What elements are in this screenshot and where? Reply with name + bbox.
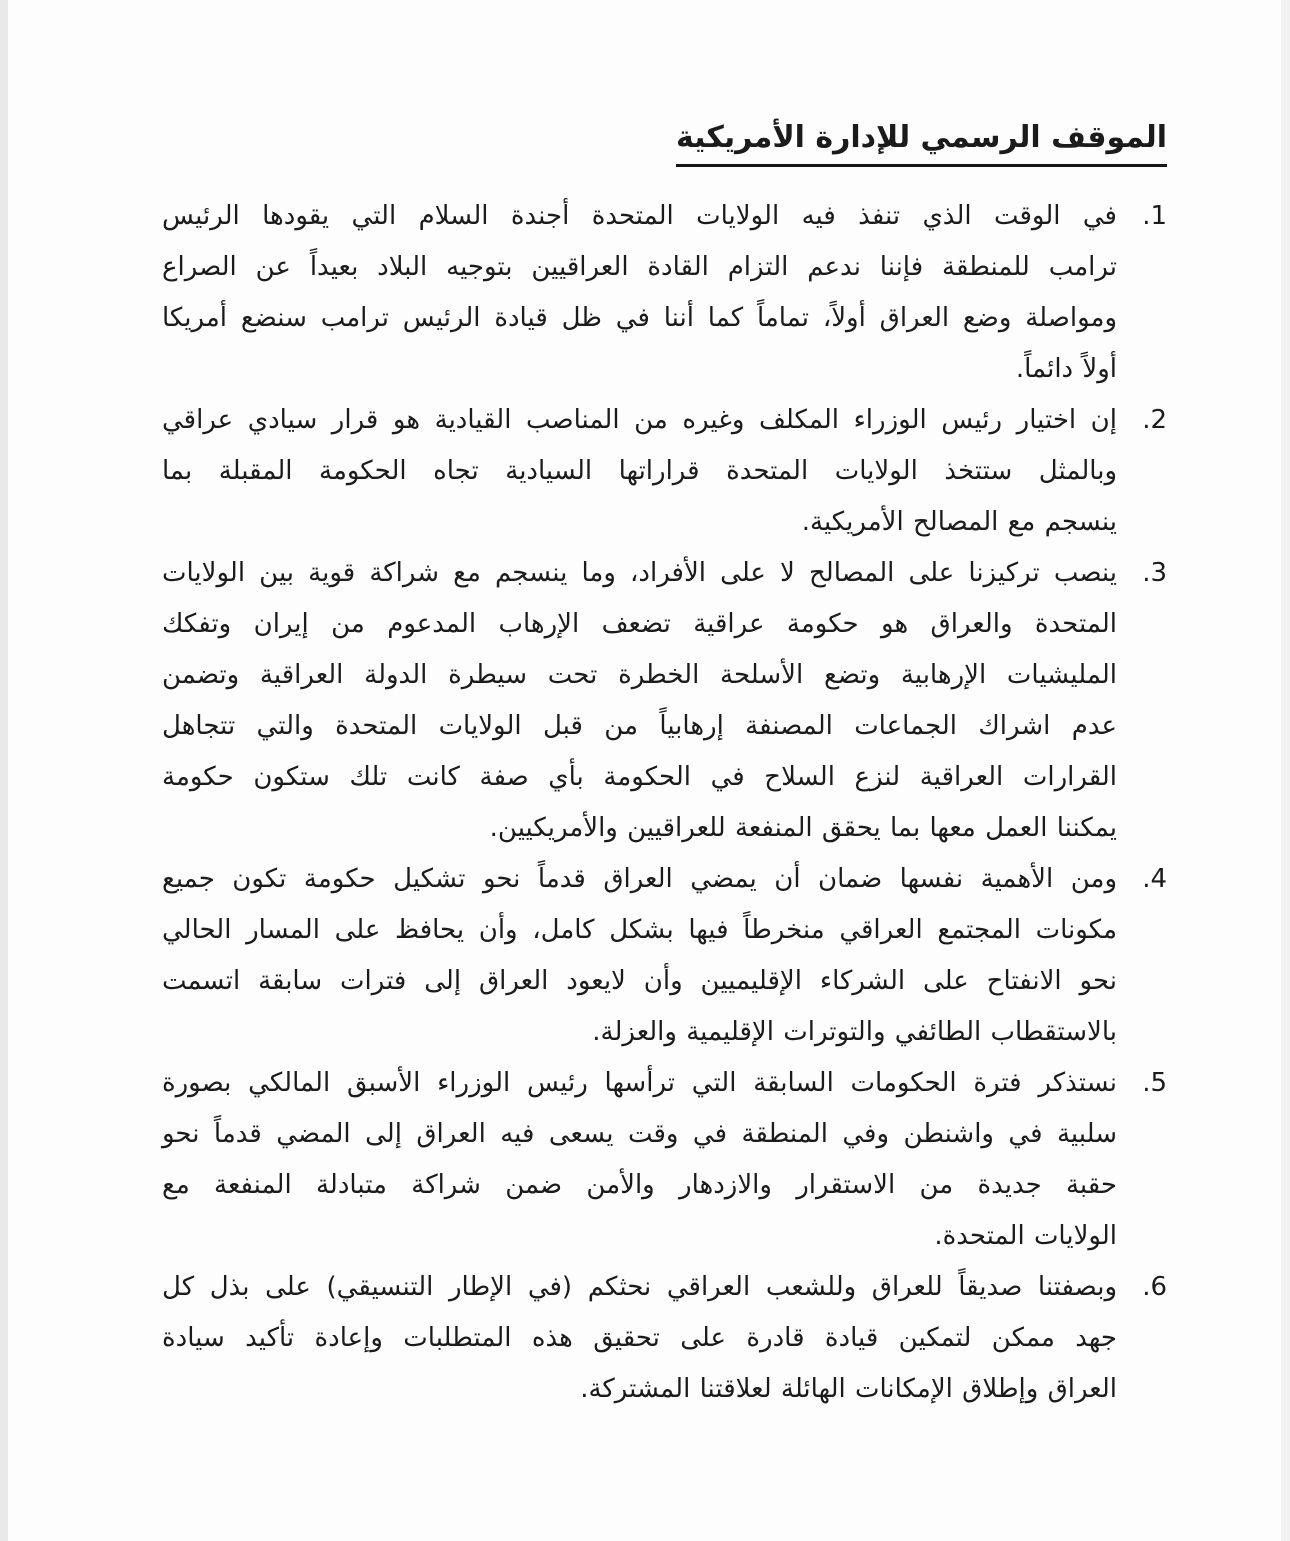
item-text-block xyxy=(162,548,1117,854)
text-line: مكونات المجتمع العراقي منخرطاً فيها بشكل كامل، وأن يحافظ على المسار الحالي xyxy=(162,914,1117,945)
item-text-block xyxy=(162,191,1117,395)
text-line: وبالمثل ستتخذ الولايات المتحدة قراراتها السيادية تجاه الحكومة المقبلة بما xyxy=(162,455,1117,486)
text-line: القرارات العراقية لنزع السلاح في الحكومة بأي صفة كانت تلك ستكون حكومة xyxy=(162,761,1117,792)
item-number: 6. xyxy=(1142,1271,1167,1302)
list-item xyxy=(162,191,1167,395)
page-right-edge-shadow xyxy=(1281,0,1290,1541)
text-line: عدم اشراك الجماعات المصنفة إرهابياً من قبل الولايات المتحدة والتي تتجاهل xyxy=(162,710,1117,741)
text-line: ومن الأهمية نفسها ضمان أن يمضي العراق قدماً نحو تشكيل حكومة تكون جميع xyxy=(162,863,1117,894)
text-line: ترامب للمنطقة فإننا ندعم التزام القادة العراقيين بتوجيه البلاد بعيداً عن الصراع xyxy=(162,251,1117,282)
text-line: أولاً دائماً. xyxy=(1015,353,1117,384)
title-row xyxy=(162,116,1167,167)
item-text-block xyxy=(162,1058,1117,1262)
text-line: ينصب تركيزنا على المصالح لا على الأفراد، وما ينسجم مع شراكة قوية بين الولايات xyxy=(162,557,1117,588)
page-left-edge-shadow xyxy=(0,0,8,1541)
item-number: 4. xyxy=(1142,863,1167,894)
text-line: جهد ممكن لتمكين قيادة قادرة على تحقيق هذه المتطلبات وإعادة تأكيد سيادة xyxy=(162,1322,1117,1353)
list-item xyxy=(162,1058,1167,1262)
list-item xyxy=(162,395,1167,548)
text-line: ينسجم مع المصالح الأمريكية. xyxy=(801,506,1117,537)
text-line: المليشيات الإرهابية وتضع الأسلحة الخطرة تحت سيطرة الدولة العراقية وتضمن xyxy=(162,659,1117,690)
item-text-block xyxy=(162,854,1117,1058)
item-number: 3. xyxy=(1142,557,1167,588)
document-title: الموقف الرسمي للإدارة الأمريكية xyxy=(676,116,1167,167)
text-line: نحو الانفتاح على الشركاء الإقليميين وأن لايعود العراق إلى فترات سابقة اتسمت xyxy=(162,965,1117,996)
text-line: المتحدة والعراق هو حكومة عراقية تضعف الإرهاب المدعوم من إيران وتفكك xyxy=(162,608,1117,639)
text-line: الولايات المتحدة. xyxy=(934,1220,1117,1251)
item-text-block xyxy=(162,1262,1117,1415)
list-item xyxy=(162,548,1167,854)
item-number: 2. xyxy=(1142,404,1167,435)
text-line: حقبة جديدة من الاستقرار والازدهار والأمن ضمن شراكة متبادلة المنفعة مع xyxy=(162,1169,1117,1200)
text-line: سلبية في واشنطن وفي المنطقة في وقت يسعى فيه العراق إلى المضي قدماً نحو xyxy=(162,1118,1117,1149)
text-line: في الوقت الذي تنفذ فيه الولايات المتحدة أجندة السلام التي يقودها الرئيس xyxy=(162,200,1117,231)
text-line: إن اختيار رئيس الوزراء المكلف وغيره من المناصب القيادية هو قرار سيادي عراقي xyxy=(162,404,1117,435)
list-item xyxy=(162,854,1167,1058)
text-line: وبصفتنا صديقاً للعراق وللشعب العراقي نحثكم (في الإطار التنسيقي) على بذل كل xyxy=(162,1271,1117,1302)
item-number: 5. xyxy=(1142,1067,1167,1098)
document-content xyxy=(162,116,1167,1415)
text-line: بالاستقطاب الطائفي والتوترات الإقليمية والعزلة. xyxy=(592,1016,1117,1047)
list-item xyxy=(162,1262,1167,1415)
numbered-list xyxy=(162,191,1167,1415)
text-line: العراق وإطلاق الإمكانات الهائلة لعلاقتنا المشتركة. xyxy=(580,1373,1117,1404)
item-number: 1. xyxy=(1142,200,1167,231)
item-text-block xyxy=(162,395,1117,548)
text-line: يمكننا العمل معها بما يحقق المنفعة للعراقيين والأمريكيين. xyxy=(489,812,1117,843)
text-line: نستذكر فترة الحكومات السابقة التي ترأسها رئيس الوزراء الأسبق المالكي بصورة xyxy=(162,1067,1117,1098)
text-line: ومواصلة وضع العراق أولاً، تماماً كما أننا في ظل قيادة الرئيس ترامب سنضع أمريكا xyxy=(162,302,1117,333)
